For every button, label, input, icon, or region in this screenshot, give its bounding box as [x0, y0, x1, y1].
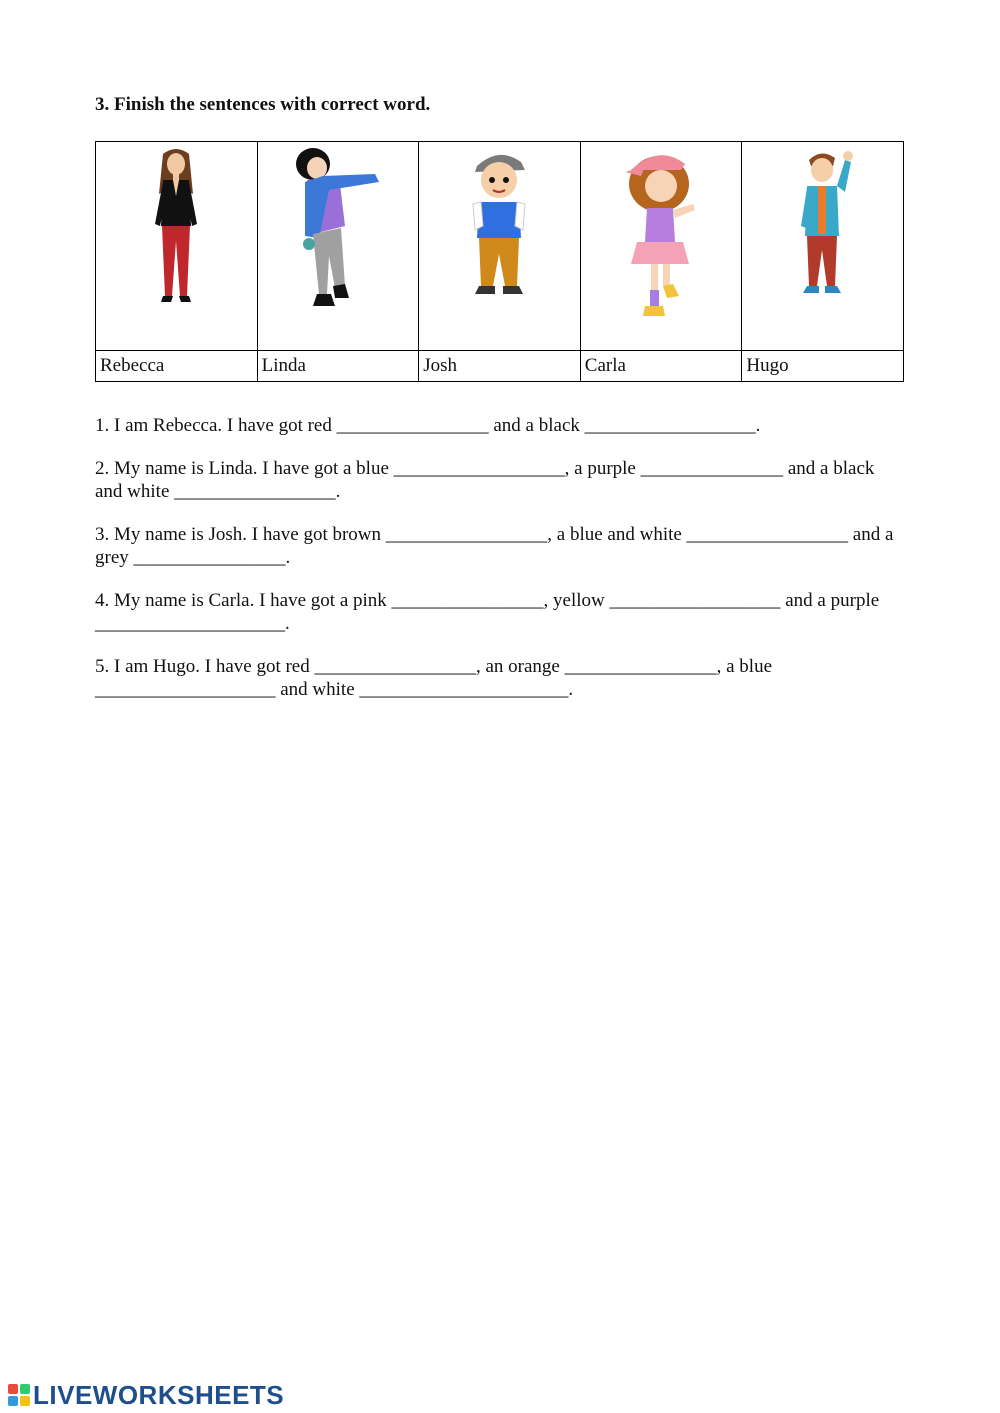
logo-tile [8, 1396, 18, 1406]
girl-purple-shirt-icon [283, 146, 393, 316]
pictures-row [96, 142, 904, 351]
character-name: Hugo [742, 351, 904, 382]
character-name: Josh [419, 351, 581, 382]
sentence-2[interactable]: 2. My name is Linda. I have got a blue __________________, a purple _______________ and a black and white _________________. [95, 457, 875, 502]
character-name: Rebecca [96, 351, 258, 382]
girl-pink-cap-icon [611, 146, 711, 326]
exercise-title: 3. Finish the sentences with correct word. [95, 94, 431, 115]
sentence-5[interactable]: 5. I am Hugo. I have got red _________________, an orange ________________, a blue ___________________ and white ______________________. [95, 655, 773, 700]
names-row [96, 351, 904, 382]
logo-tile [8, 1384, 18, 1394]
picture-cell-hugo [742, 142, 904, 351]
boy-grey-cap-icon [459, 146, 539, 306]
character-name: Linda [257, 351, 419, 382]
brand-name: LIVEWORKSHEETS [33, 1379, 285, 1410]
boy-blue-jacket-icon [783, 146, 863, 306]
characters-table [95, 141, 904, 382]
sentence-3[interactable]: 3. My name is Josh. I have got brown _________________, a blue and white _________________ and a grey ________________. [95, 523, 894, 568]
sentence-1[interactable]: 1. I am Rebecca. I have got red ________________ and a black __________________. [95, 415, 761, 436]
picture-cell-rebecca [96, 142, 258, 351]
logo-tile [20, 1384, 30, 1394]
liveworksheets-logo-icon [8, 1384, 30, 1406]
woman-red-pants-icon [141, 146, 211, 316]
character-name: Carla [580, 351, 742, 382]
logo-tile [20, 1396, 30, 1406]
picture-cell-carla [580, 142, 742, 351]
picture-cell-linda [257, 142, 419, 351]
sentences-list [95, 414, 905, 721]
liveworksheets-footer [8, 1380, 284, 1410]
sentence-4[interactable]: 4. My name is Carla. I have got a pink ________________, yellow __________________ and a purple ____________________. [95, 589, 880, 634]
picture-cell-josh [419, 142, 581, 351]
